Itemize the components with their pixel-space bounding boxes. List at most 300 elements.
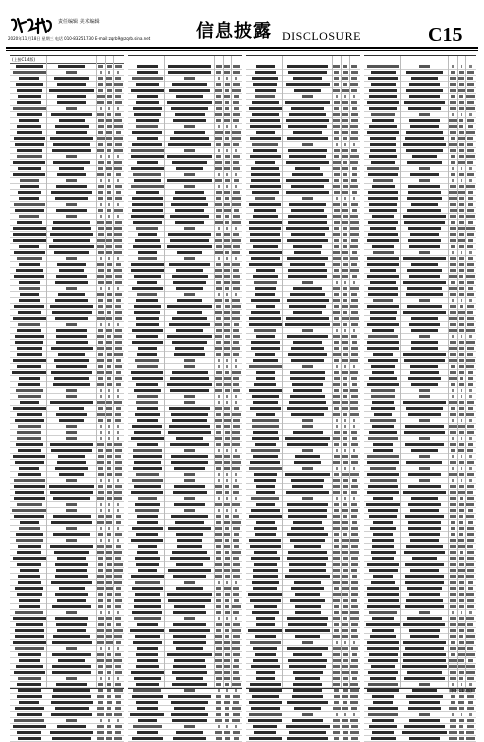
cell-text-line (459, 431, 465, 434)
cell-text-line (171, 203, 208, 206)
cell-text-line (106, 167, 112, 170)
cell-text-line (97, 695, 105, 698)
cell-text-line (216, 143, 222, 146)
cell-text-line (411, 347, 439, 350)
cell-text-line (287, 257, 328, 260)
cell-text-line (106, 665, 112, 668)
cell-text-line (216, 65, 222, 68)
cell-text-line (215, 323, 222, 326)
cell-text-line (184, 479, 195, 482)
cell-text-line (467, 245, 473, 248)
cell-text-line (333, 287, 340, 290)
cell-text-line (133, 449, 162, 452)
cell-text-line (232, 551, 241, 554)
cell-text-line (216, 233, 221, 236)
cell-text-line (342, 305, 348, 308)
cell-text-line (108, 527, 110, 530)
cell-text-line (13, 173, 45, 176)
cell-text-line (334, 71, 339, 74)
cell-text-line (132, 425, 162, 428)
cell-text-line (100, 287, 102, 290)
cell-text-line (232, 317, 240, 320)
cell-text-line (107, 365, 111, 368)
cell-text-line (367, 341, 399, 344)
cell-text-line (97, 173, 104, 176)
cell-text-line (459, 149, 465, 152)
cell-text-line (233, 143, 239, 146)
column-divider (164, 56, 165, 688)
cell-text-line (106, 641, 113, 644)
cell-text-line (174, 131, 205, 134)
cell-text-line (215, 653, 222, 656)
cell-text-line (342, 209, 348, 212)
cell-text-line (450, 77, 457, 80)
cell-text-line (372, 719, 395, 722)
cell-text-line (351, 527, 358, 530)
cell-text-line (451, 365, 456, 368)
cell-text-line (107, 359, 112, 362)
cell-text-line (374, 413, 393, 416)
cell-text-line (107, 113, 111, 116)
cell-text-line (342, 149, 348, 152)
cell-text-line (342, 563, 348, 566)
cell-text-line (458, 539, 464, 542)
cell-text-line (249, 221, 281, 224)
cell-text-line (114, 137, 123, 140)
cell-text-line (334, 539, 339, 542)
cell-text-line (15, 611, 43, 614)
cell-text-line (100, 215, 102, 218)
cell-text-line (216, 695, 221, 698)
cell-text-line (215, 407, 223, 410)
cell-text-line (419, 419, 430, 422)
cell-text-line (107, 185, 111, 188)
cell-text-line (115, 725, 121, 728)
cell-text-line (409, 719, 440, 722)
cell-text-line (293, 341, 322, 344)
cell-text-line (333, 185, 340, 188)
cell-text-line (411, 329, 437, 332)
cell-text-line (232, 629, 241, 632)
cell-text-line (290, 395, 325, 398)
cell-text-line (98, 227, 104, 230)
cell-text-line (19, 77, 39, 80)
cell-text-line (106, 245, 112, 248)
cell-text-line (452, 113, 454, 116)
cell-text-line (333, 413, 339, 416)
cell-text-line (19, 659, 40, 662)
cell-text-line (225, 287, 229, 290)
cell-text-line (57, 557, 87, 560)
cell-text-line (255, 161, 275, 164)
cell-text-line (132, 377, 163, 380)
cell-text-line (233, 191, 241, 194)
cell-text-line (370, 281, 397, 284)
cell-text-line (58, 659, 86, 662)
cell-text-line (373, 497, 394, 500)
cell-text-line (343, 689, 348, 692)
cell-text-line (107, 269, 111, 272)
cell-text-line (137, 353, 157, 356)
column-divider (332, 56, 333, 688)
cell-text-line (115, 365, 121, 368)
cell-text-line (459, 635, 463, 638)
cell-text-line (468, 581, 474, 584)
cell-text-line (233, 383, 239, 386)
cell-text-line (352, 209, 357, 212)
cell-text-line (115, 671, 123, 674)
cell-text-line (49, 89, 94, 92)
cell-text-line (136, 191, 158, 194)
cell-text-line (56, 569, 88, 572)
cell-text-line (107, 299, 112, 302)
cell-text-line (232, 305, 241, 308)
cell-text-line (333, 515, 340, 518)
cell-text-line (419, 437, 430, 440)
cell-text-line (468, 443, 473, 446)
cell-text-line (17, 503, 43, 506)
cell-text-line (106, 341, 111, 344)
cell-text-line (450, 305, 455, 308)
cell-text-line (291, 587, 323, 590)
cell-text-line (106, 659, 112, 662)
cell-text-line (216, 515, 221, 518)
cell-text-line (233, 635, 239, 638)
cell-text-line (249, 107, 283, 110)
cell-text-line (53, 497, 90, 500)
cell-text-line (350, 389, 358, 392)
cell-text-line (459, 401, 464, 404)
cell-text-line (450, 623, 455, 626)
cell-text-line (114, 563, 123, 566)
cell-text-line (367, 131, 400, 134)
cell-text-line (98, 605, 103, 608)
cell-text-line (225, 179, 230, 182)
cell-text-line (115, 305, 121, 308)
cell-text-line (333, 719, 340, 722)
cell-text-line (459, 281, 465, 284)
cell-text-line (407, 269, 442, 272)
cell-text-line (343, 443, 347, 446)
cell-text-line (225, 707, 229, 710)
cell-text-line (333, 233, 340, 236)
cell-text-line (167, 305, 212, 308)
cell-text-line (171, 413, 208, 416)
cell-text-line (232, 89, 240, 92)
cell-text-line (215, 389, 222, 392)
cell-text-line (256, 617, 275, 620)
cell-text-line (458, 653, 464, 656)
cell-text-line (215, 641, 221, 644)
cell-text-line (469, 335, 471, 338)
cell-text-line (291, 413, 324, 416)
cell-text-line (108, 215, 110, 218)
cell-text-line (290, 599, 325, 602)
cell-text-line (137, 95, 159, 98)
cell-text-line (12, 509, 46, 512)
cell-text-line (294, 707, 321, 710)
cell-text-line (410, 509, 439, 512)
cell-text-line (216, 83, 221, 86)
cell-text-line (450, 671, 457, 674)
cell-text-line (342, 551, 348, 554)
cell-text-line (55, 317, 88, 320)
cell-text-line (334, 77, 338, 80)
cell-text-line (234, 533, 239, 536)
cell-text-line (371, 551, 396, 554)
cell-text-line (449, 191, 457, 194)
cell-text-line (352, 437, 357, 440)
cell-text-line (66, 287, 77, 290)
cell-text-line (215, 437, 222, 440)
cell-text-line (232, 569, 240, 572)
cell-text-line (55, 299, 88, 302)
cell-text-line (131, 149, 163, 152)
cell-text-line (224, 533, 230, 536)
cell-text-line (410, 635, 440, 638)
cell-text-line (106, 617, 112, 620)
cell-text-line (225, 137, 229, 140)
cell-text-line (343, 413, 347, 416)
cell-text-line (16, 83, 42, 86)
cell-text-line (371, 737, 396, 740)
cell-text-line (167, 593, 211, 596)
cell-text-line (59, 407, 84, 410)
cell-text-line (108, 719, 110, 722)
cell-text-line (449, 317, 456, 320)
cell-text-line (256, 305, 276, 308)
cell-text-line (226, 725, 228, 728)
cell-text-line (293, 287, 322, 290)
cell-text-line (115, 317, 122, 320)
cell-text-line (458, 569, 464, 572)
cell-text-line (248, 629, 282, 632)
cell-text-line (333, 437, 340, 440)
cell-text-line (184, 581, 195, 584)
cell-text-line (176, 329, 204, 332)
cell-text-line (216, 155, 220, 158)
cell-text-line (115, 281, 122, 284)
cell-text-line (287, 503, 328, 506)
cell-text-line (351, 431, 357, 434)
cell-text-line (169, 263, 209, 266)
cell-text-line (288, 275, 326, 278)
cell-text-line (18, 653, 41, 656)
cell-text-line (100, 677, 102, 680)
cell-text-line (100, 527, 102, 530)
cell-text-line (249, 263, 282, 266)
cell-text-line (100, 479, 102, 482)
cell-text-line (302, 419, 313, 422)
cell-text-line (343, 311, 348, 314)
cell-text-line (466, 341, 475, 344)
cell-text-line (224, 347, 230, 350)
cell-text-line (114, 635, 122, 638)
cell-text-line (370, 269, 396, 272)
cell-text-line (235, 185, 237, 188)
cell-text-line (411, 263, 439, 266)
cell-text-line (466, 185, 475, 188)
cell-text-line (116, 299, 121, 302)
cell-text-line (168, 695, 211, 698)
cell-text-line (408, 527, 442, 530)
cell-text-line (449, 737, 457, 740)
cell-text-line (336, 95, 338, 98)
cell-text-line (226, 395, 228, 398)
cell-text-line (351, 311, 358, 314)
cell-text-line (136, 383, 158, 386)
cell-text-line (334, 221, 340, 224)
cell-text-line (131, 185, 164, 188)
cell-text-line (302, 329, 313, 332)
cell-text-line (449, 329, 456, 332)
cell-text-line (216, 605, 221, 608)
cell-text-line (167, 383, 212, 386)
cell-text-line (251, 509, 281, 512)
cell-text-line (134, 113, 160, 116)
cell-text-line (343, 71, 348, 74)
cell-text-line (225, 299, 230, 302)
cell-text-line (333, 215, 341, 218)
cell-text-line (134, 485, 162, 488)
cell-text-line (468, 257, 473, 260)
cell-text-line (405, 575, 444, 578)
cell-text-line (343, 599, 348, 602)
cell-text-line (351, 545, 358, 548)
cell-text-line (224, 275, 231, 278)
cell-text-line (406, 545, 443, 548)
cell-text-line (20, 185, 40, 188)
cell-text-line (115, 113, 121, 116)
cell-text-line (226, 497, 228, 500)
cell-text-line (469, 455, 471, 458)
table-row (128, 736, 242, 742)
cell-text-line (367, 65, 399, 68)
cell-text-line (218, 359, 220, 362)
cell-text-line (98, 449, 103, 452)
cell-text-line (343, 659, 348, 662)
cell-text-line (293, 245, 323, 248)
cell-text-line (116, 545, 121, 548)
cell-text-line (350, 161, 358, 164)
cell-text-line (459, 95, 463, 98)
cell-text-line (450, 509, 457, 512)
cell-text-line (370, 143, 396, 146)
cell-text-line (234, 737, 239, 740)
cell-text-line (218, 77, 220, 80)
cell-text-line (293, 389, 321, 392)
cell-text-line (342, 131, 348, 134)
cell-text-line (467, 209, 474, 212)
cell-text-line (176, 647, 203, 650)
cell-text-line (50, 137, 93, 140)
cell-text-line (106, 635, 113, 638)
cell-text-line (467, 725, 474, 728)
cell-text-line (51, 347, 93, 350)
cell-text-line (466, 635, 475, 638)
cell-text-line (107, 731, 112, 734)
cell-text-line (226, 185, 228, 188)
cell-text-line (216, 737, 222, 740)
cell-text-line (343, 485, 348, 488)
cell-text-line (216, 71, 221, 74)
cell-text-line (97, 413, 105, 416)
cell-text-line (225, 653, 230, 656)
cell-text-line (233, 269, 239, 272)
cell-text-line (66, 203, 77, 206)
cell-text-line (114, 161, 122, 164)
cell-text-line (184, 125, 195, 128)
cell-text-line (372, 731, 395, 734)
cell-text-line (350, 83, 358, 86)
column-divider (214, 56, 215, 688)
cell-text-line (108, 479, 110, 482)
cell-text-line (350, 407, 358, 410)
cell-text-line (97, 275, 105, 278)
cell-text-line (450, 269, 456, 272)
cell-text-line (107, 689, 111, 692)
cell-text-line (452, 389, 454, 392)
cell-text-line (134, 431, 161, 434)
cell-text-line (225, 89, 229, 92)
cell-text-line (216, 443, 220, 446)
cell-text-line (350, 731, 359, 734)
cell-text-line (138, 257, 157, 260)
cell-text-line (114, 491, 122, 494)
cell-text-line (451, 653, 456, 656)
cell-text-line (218, 173, 220, 176)
cell-text-line (369, 431, 396, 434)
cell-text-line (225, 695, 230, 698)
cell-text-line (344, 329, 346, 332)
cell-text-line (466, 593, 474, 596)
cell-text-line (288, 125, 326, 128)
cell-text-line (233, 65, 240, 68)
cell-text-line (117, 203, 119, 206)
cell-text-line (224, 641, 229, 644)
cell-text-line (215, 485, 223, 488)
cell-text-line (170, 443, 210, 446)
cell-text-line (115, 707, 121, 710)
cell-text-line (419, 611, 430, 614)
cell-text-line (117, 437, 119, 440)
cell-text-line (108, 677, 110, 680)
cell-text-line (461, 299, 463, 302)
cell-text-line (13, 455, 45, 458)
cell-text-line (98, 77, 103, 80)
cell-text-line (97, 707, 105, 710)
cell-text-line (172, 671, 208, 674)
cell-text-line (467, 143, 473, 146)
cell-text-line (450, 209, 457, 212)
cell-text-line (452, 467, 454, 470)
cell-text-line (452, 419, 454, 422)
cell-text-line (250, 239, 281, 242)
cell-text-line (224, 701, 230, 704)
cell-text-line (406, 293, 444, 296)
cell-text-line (224, 677, 229, 680)
cell-text-line (334, 611, 339, 614)
cell-text-line (225, 611, 230, 614)
cell-text-line (98, 251, 104, 254)
cell-text-line (215, 563, 222, 566)
cell-text-line (288, 71, 326, 74)
cell-text-line (19, 287, 40, 290)
cell-text-line (172, 419, 207, 422)
cell-text-line (302, 449, 313, 452)
cell-text-line (117, 539, 119, 542)
cell-text-line (14, 251, 45, 254)
